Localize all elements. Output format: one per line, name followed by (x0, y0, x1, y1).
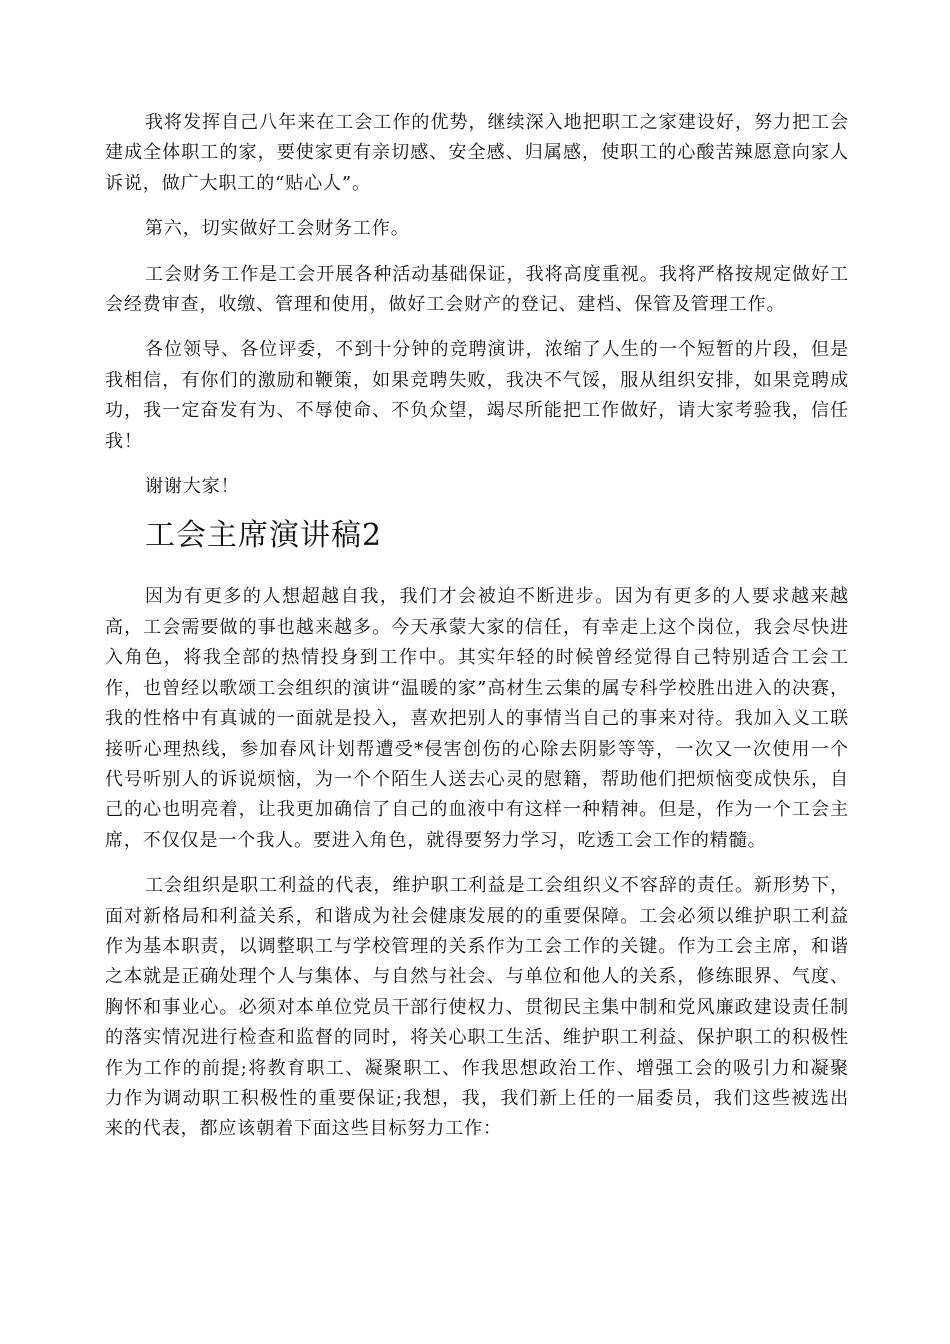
paragraph-self-improvement: 因为有更多的人想超越自我，我们才会被迫不断进步。因为有更多的人要求越来越高，工会需要做的事也越来越多。今天承蒙大家的信任，有幸走上这个岗位，我会尽快进入角色，将我全部的热情投身到工作中。其实年轻的时候曾经觉得自己特别适合工会工作，也曾经以歌颂工会组织的演讲“温暖的家”高材生云集的属专科学校胜出进入的决赛，我的性格中有真诚的一面就是投入，喜欢把别人的事情当自己的事来对待。我加入义工联接听心理热线，参加春风计划帮遭受*侵害创伤的心除去阴影等等，一次又一次使用一个代号听别人的诉说烦恼，为一个个陌生人送去心灵的慰籍，帮助他们把烦恼变成快乐，自己的心也明亮着，让我更加确信了自己的血液中有这样一种精神。但是，作为一个工会主席，不仅仅是一个我人。要进入角色，就得要努力学习，吃透工会工作的精髓。 (105, 586, 849, 851)
paragraph-union-home: 我将发挥自己八年来在工会工作的优势，继续深入地把职工之家建设好，努力把工会建成全体职工的家，要使家更有亲切感、安全感、归属感，使职工的心酸苦辣愿意向家人诉说，做广大职工的“贴心人”。 (105, 112, 849, 194)
section-heading: 工会主席演讲稿2 (145, 518, 383, 554)
paragraph-finance-work: 工会财务工作是工会开展各种活动基础保证，我将高度重视。我将严格按规定做好工会经费审查，收缴、管理和使用，做好工会财产的登记、建档、保管及管理工作。 (105, 263, 849, 316)
paragraph-union-role: 工会组织是职工利益的代表，维护职工利益是工会组织义不容辞的责任。新形势下，面对新格局和利益关系，和谐成为社会健康发展的的重要保障。工会必须以维护职工利益作为基本职责，以调整职工与学校管理的关系作为工会工作的关键。作为工会主席，和谐之本就是正确处理个人与集体、与自然与社会、与单位和他人的关系，修练眼界、气度、胸怀和事业心。必须对本单位党员干部行使权力、贯彻民主集中制和党风廉政建设责任制的落实情况进行检查和监督的同时，将关心职工生活、维护职工利益、保护职工的积极性作为工作的前提;将教育职工、凝聚职工、作我思想政治工作、增强工会的吸引力和凝聚力作为调动职工积极性的重要保证;我想，我，我们新上任的一届委员，我们这些被选出来的代表，都应该朝着下面这些目标努力工作： (105, 875, 849, 1140)
document-page (105, 108, 849, 1145)
paragraph-thanks: 谢谢大家！ (145, 476, 240, 498)
paragraph-point-six: 第六，切实做好工会财务工作。 (145, 218, 410, 240)
paragraph-closing-appeal: 各位领导、各位评委，不到十分钟的竞聘演讲，浓缩了人生的一个短暂的片段，但是我相信，有你们的激励和鞭策，如果竞聘失败，我决不气馁，服从组织安排，如果竞聘成功，我一定奋发有为、不辱使命、不负众望，竭尽所能把工作做好，请大家考验我，信任我！ (105, 339, 849, 452)
